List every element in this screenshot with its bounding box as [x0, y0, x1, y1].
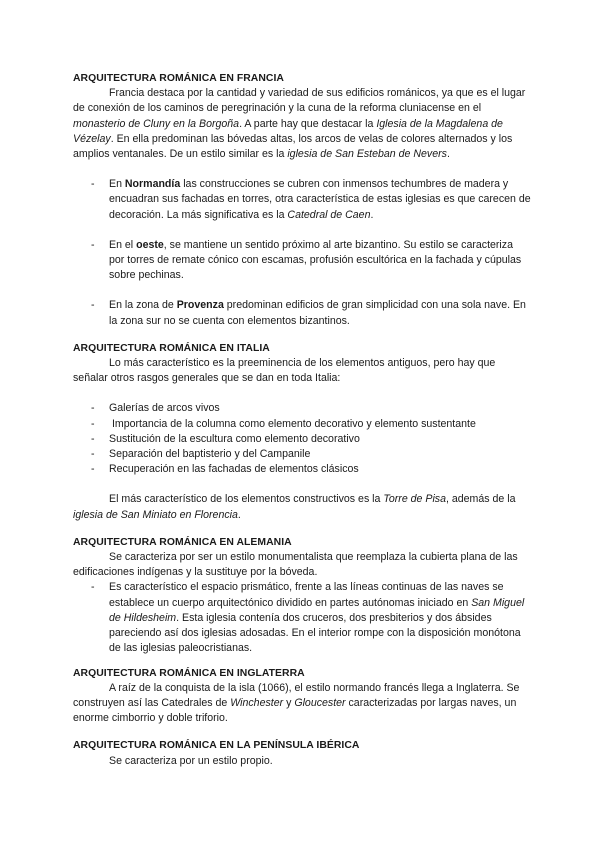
list-item-provenza: - En la zona de Provenza predominan edificios de gran simplicidad con una sola nave. En la zona sur no se cuenta con elementos bizantinos. [91, 299, 526, 327]
italic-torre-pisa: Torre de Pisa [383, 493, 446, 506]
list-item: - Recuperación en las fachadas de elementos clásicos [91, 463, 359, 476]
paragraph-iberica: Se caracteriza por un estilo propio. [109, 754, 273, 767]
italic-gloucester: Gloucester [294, 696, 346, 709]
italic-hildesheim: San Miguel de Hildesheim [109, 596, 525, 624]
list-italia-features [73, 401, 531, 477]
heading-francia: ARQUITECTURA ROMÁNICA EN FRANCIA [73, 73, 284, 84]
italic-san-miniato: iglesia de San Miniato en Florencia [73, 508, 238, 521]
heading-inglaterra: ARQUITECTURA ROMÁNICA EN INGLATERRA [73, 667, 305, 679]
heading-alemania: ARQUITECTURA ROMÁNICA EN ALEMANIA [73, 536, 292, 548]
section-francia [73, 71, 531, 329]
list-alemania [73, 580, 531, 656]
section-inglaterra [73, 666, 531, 727]
list-item: - Importancia de la columna como elemento decorativo y elemento sustentante [91, 417, 476, 430]
paragraph-inglaterra: A raíz de la conquista de la isla (1066), el estilo normando francés llega a Inglaterra. Se construyen así las Catedrales de Winchester y Gloucester caracterizadas por largas naves, un enorme cimborrio y doble triforio. [73, 681, 520, 725]
list-item-hildesheim: - Es característico el espacio prismático, frente a las líneas continuas de las naves se establece un cuerpo arquitectónico dividido en partes autónomas iniciado en San Miguel de Hildesheim. Esta iglesia contenía dos cruceros, dos presbiterios y dos ábsides pareciendo así dos iglesias adosadas. En el interior rompe con la disposición monótona de las iglesias paleocristianas. [91, 581, 525, 655]
list-item-normandia: - En Normandía las construcciones se cubren con inmensos techumbres de madera y encuadran sus fachadas en torres, otra característica de estas iglesias es que carecen de decoración. La más significativa es la Catedral de Caen. [91, 178, 531, 221]
list-item: - Sustitución de la escultura como elemento decorativo [91, 432, 360, 445]
heading-italia: ARQUITECTURA ROMÁNICA EN ITALIA [73, 342, 270, 354]
italic-nevers: iglesia de San Esteban de Nevers [287, 148, 447, 161]
section-alemania [73, 535, 531, 657]
list-francia-regions [73, 177, 531, 329]
bullet-dash: - [91, 299, 95, 312]
paragraph-francia-intro: Francia destaca por la cantidad y variedad de sus edificios románicos, ya que es el lugar de conexión de los caminos de peregrinación y la cuna de la reforma cluniacense en el monasterio de Cluny en la Borgoña. A parte hay que destacar la Iglesia de la Magdalena de Vézelay. En ella predominan las bóvedas altas, los arcos de velas de colores alternados y los amplios ventanales. De un estilo similar es la iglesia de San Esteban de Nevers. [73, 87, 526, 161]
section-iberica [73, 738, 531, 768]
italic-vezelay: Iglesia de la Magdalena de Vézelay [73, 117, 503, 145]
heading-iberica: ARQUITECTURA ROMÁNICA EN LA PENÍNSULA IBÉRICA [73, 740, 360, 752]
list-item: - Separación del baptisterio y del Campanile [91, 448, 311, 461]
list-item-oeste: - En el oeste, se mantiene un sentido próximo al arte bizantino. Su estilo se caracteriza por torres de remate cónico con escamas, profusión escultórica en la fachada y cúpulas sobre pechinas. [91, 238, 522, 282]
paragraph-italia-intro: Lo más característico es la preeminencia de los elementos antiguos, pero hay que señalar otros rasgos generales que se dan en toda Italia: [73, 357, 496, 385]
bullet-dash: - [91, 178, 95, 191]
italic-winchester: Winchester [230, 696, 284, 709]
paragraph-alemania-intro: Se caracteriza por ser un estilo monumentalista que reemplaza la cubierta plana de las edificaciones indígenas y la sustituye por la bóveda. [73, 551, 518, 579]
section-italia [73, 341, 531, 523]
italic-cluny: monasterio de Cluny en la Borgoña [73, 117, 240, 130]
list-item: - Galerías de arcos vivos [91, 402, 220, 415]
bullet-dash: - [91, 238, 95, 251]
document-body [73, 71, 531, 769]
paragraph-italia-closing: El más característico de los elementos constructivos es la Torre de Pisa, además de la iglesia de San Miniato en Florencia. [73, 493, 516, 521]
